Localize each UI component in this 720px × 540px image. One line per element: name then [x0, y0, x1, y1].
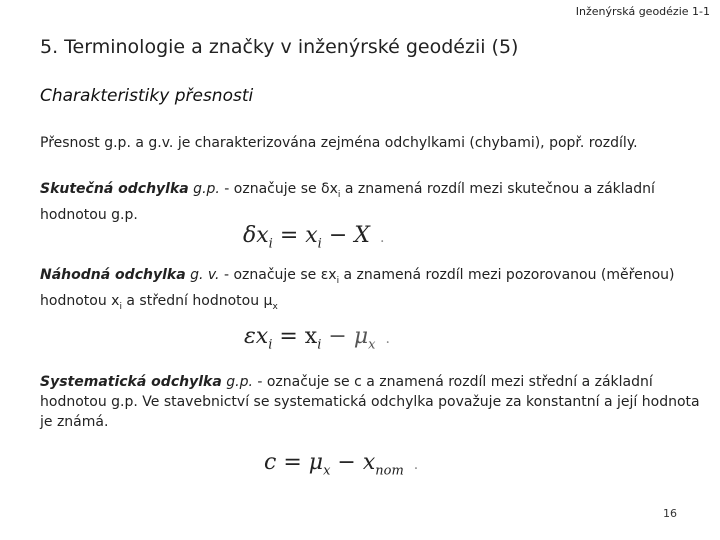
formula-true-error: $\delta x_i = x_i - X$ .: [243, 223, 385, 252]
formula-random-error: $\varepsilon x_i = x_i - \mu_x$ .: [244, 324, 390, 353]
formula-random-error-expression: $\varepsilon x_i = x_i - \mu_x$: [244, 324, 376, 353]
formula-systematic-error: $c = \mu_x - x_{nom}$ .: [264, 450, 419, 479]
random-error-term: Náhodná odchylka g. v.: [40, 267, 220, 283]
slide-title: 5. Terminologie a značky v inženýrské geodézii (5): [40, 36, 519, 58]
formula-systematic-error-expression: $c = \mu_x - x_{nom}$: [264, 450, 404, 479]
page-number: 16: [663, 507, 677, 520]
true-error-text-1: - označuje se δx: [219, 181, 338, 197]
random-error-paragraph: Náhodná odchylka g. v. - označuje se $\varepsilon x_i$ a znamená rozdíl mezi pozorovanou (měřenou) hodnotou $x_i$ a střední hodnotou $\mu_x$: [40, 267, 675, 312]
true-error-sub: i: [337, 189, 341, 200]
true-error-term: Skutečná odchylka g.p.: [40, 181, 220, 197]
systematic-error-text: - označuje se c a znamená rozdíl mezi střední a základní hodnotou g.p. Ve stavebnictví se systematická odchylka považuje za konstantní a její hodnota je známá.: [40, 374, 700, 430]
formula-true-error-expression: $\delta x_i = x_i - X$: [243, 223, 370, 252]
systematic-error-paragraph: [40, 372, 700, 432]
intro-paragraph: Přesnost g.p. a g.v. je charakterizována zejména odchylkami (chybami), popř. rozdíly.: [40, 135, 638, 151]
section-subtitle: Charakteristiky přesnosti: [40, 86, 254, 106]
systematic-error-term: Systematická odchylka g.p.: [40, 374, 253, 390]
true-error-text-2: a znamená rozdíl mezi skutečnou a základní hodnotou g.p.: [40, 181, 655, 223]
true-error-paragraph: [40, 179, 700, 225]
slide-header: Inženýrská geodézie 1-1: [575, 5, 710, 18]
